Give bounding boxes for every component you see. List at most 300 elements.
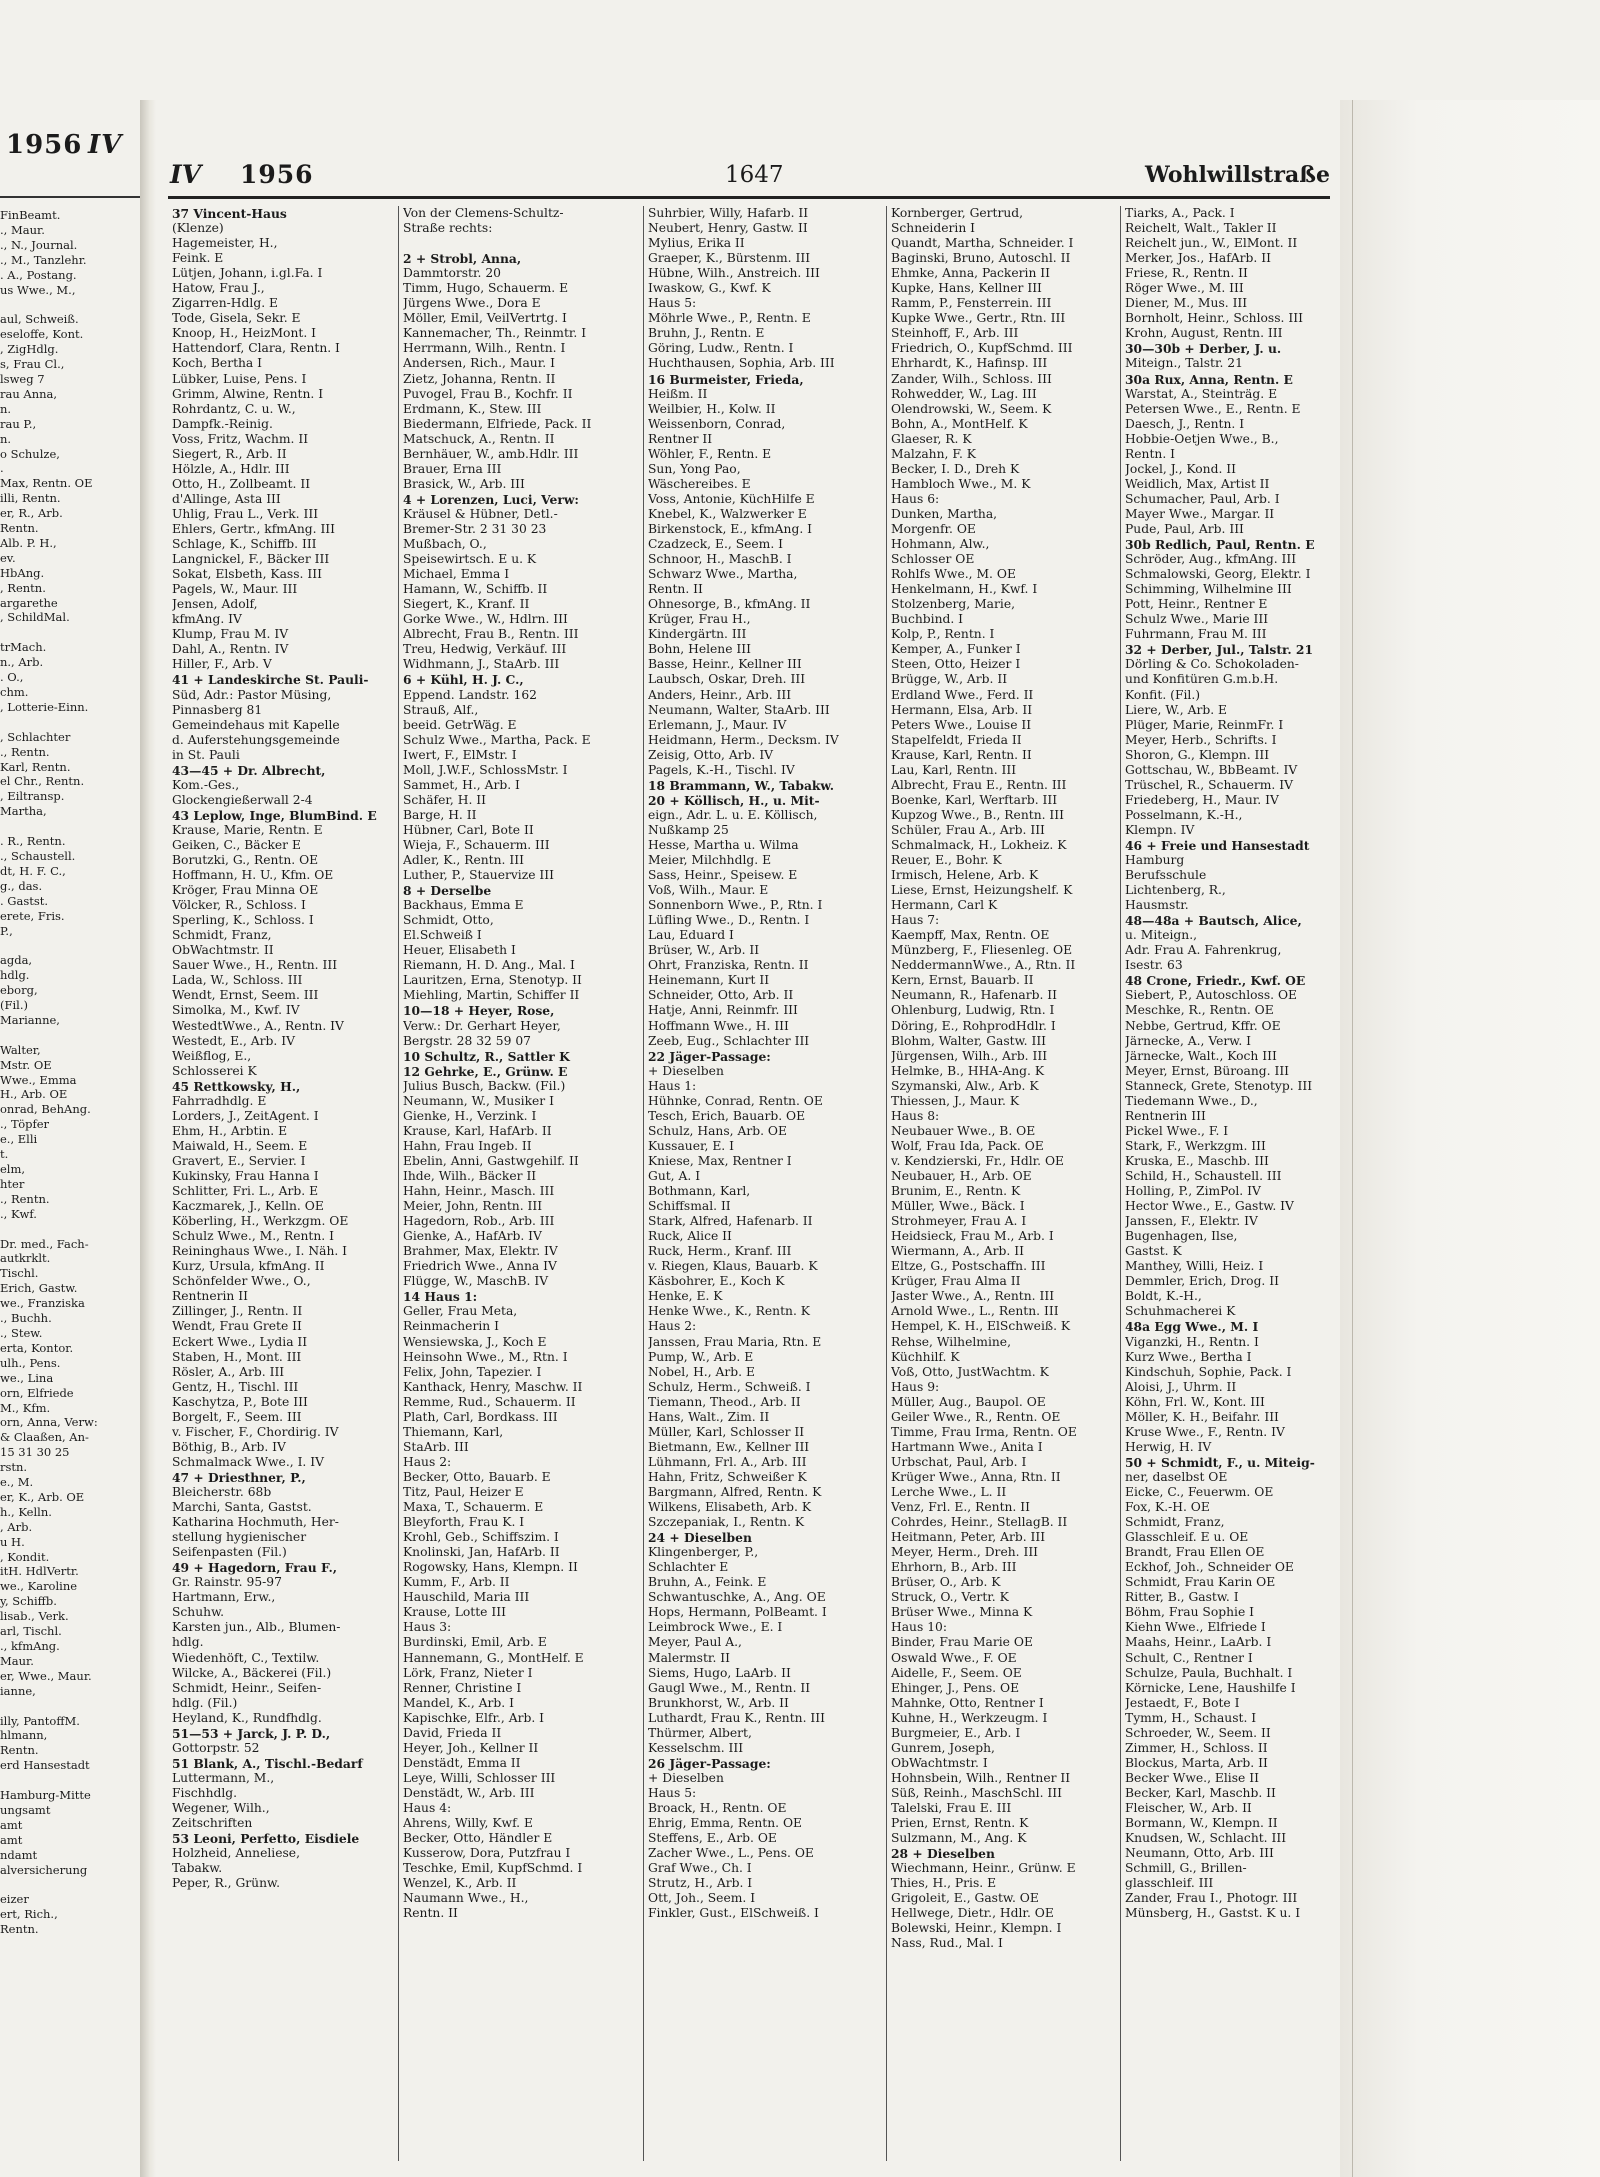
directory-entry: Göring, Ludw., Rentn. I: [648, 341, 794, 356]
directory-entry: Bergstr. 28 32 59 07: [403, 1033, 531, 1048]
directory-entry: Ott, Joh., Seem. I: [648, 1891, 756, 1906]
directory-entry: Gienke, A., HafArb. IV: [403, 1229, 542, 1244]
directory-entry: Haus 10:: [891, 1620, 947, 1635]
directory-entry: Wensiewska, J., Koch E: [403, 1334, 547, 1349]
directory-entry: Bleicherstr. 68b: [172, 1484, 272, 1499]
directory-entry: Haus 9:: [891, 1379, 940, 1394]
directory-entry: Fleischer, W., Arb. II: [1125, 1800, 1252, 1815]
previous-page-line: e., Elli: [0, 1132, 38, 1147]
directory-entry: Bruhn, J., Rentn. E: [648, 326, 765, 341]
directory-entry: Shoron, G., Klempn. III: [1125, 747, 1270, 762]
directory-entry: Strohmeyer, Frau A. I: [891, 1214, 1027, 1229]
directory-entry: Blockus, Marta, Arb. II: [1125, 1755, 1268, 1770]
directory-entry: Fahrradhdlg. E: [172, 1093, 267, 1108]
directory-entry: Liere, W., Arb. E: [1125, 702, 1227, 717]
directory-entry: Ritter, B., Gastw. I: [1125, 1590, 1239, 1605]
directory-entry: Czadzeck, E., Seem. I: [648, 537, 784, 552]
directory-entry: Steffens, E., Arb. OE: [648, 1831, 777, 1846]
directory-entry: Reinmacherin I: [403, 1319, 499, 1334]
directory-entry: Brunim, E., Rentn. K: [891, 1184, 1021, 1199]
directory-entry: Ehrhardt, K., Hafinsp. III: [891, 356, 1048, 371]
directory-entry: Hambloch Wwe., M. K: [891, 476, 1031, 491]
directory-entry: Iwert, F., ElMstr. I: [403, 747, 517, 762]
directory-entry: Lerche Wwe., L. II: [891, 1484, 1007, 1499]
previous-page-line: Rentn.: [0, 1743, 39, 1758]
directory-entry: Wieja, F., Schauerm. III: [403, 837, 550, 852]
directory-entry: Hamann, W., Schiffb. II: [403, 582, 548, 597]
directory-entry: Kolp, P., Rentn. I: [891, 627, 995, 642]
directory-entry: Schult, C., Rentner I: [1125, 1650, 1253, 1665]
directory-entry: Brunkhorst, W., Arb. II: [648, 1695, 789, 1710]
directory-entry: Hahn, Fritz, Schweißer K: [648, 1469, 807, 1484]
previous-page-line: we., Lina: [0, 1370, 54, 1385]
directory-entry: Cohrdes, Heinr., StellagB. II: [891, 1515, 1068, 1530]
directory-entry: ObWachtmstr. II: [172, 943, 274, 958]
directory-entry: Böhm, Frau Sophie I: [1125, 1605, 1255, 1620]
directory-entry: Pott, Heinr., Rentner E: [1125, 597, 1268, 612]
directory-entry: Gienke, H., Verzink. I: [403, 1108, 537, 1123]
directory-entry: Haus 8:: [891, 1108, 940, 1123]
directory-entry: Uhlig, Frau L., Verk. III: [172, 506, 319, 521]
directory-entry: Schmalmack, H., Lokheiz. K: [891, 837, 1067, 852]
previous-page-line: ndamt: [0, 1847, 38, 1862]
directory-entry: Kusserow, Dora, Putzfrau I: [403, 1846, 571, 1861]
directory-entry: Krüger Wwe., Anna, Rtn. II: [891, 1469, 1061, 1484]
directory-entry: Schäfer, H. II: [403, 792, 486, 807]
directory-entry: Becker, I. D., Dreh K: [891, 461, 1020, 476]
directory-entry: Heitmann, Peter, Arb. III: [891, 1530, 1046, 1545]
directory-entry: Kaschytza, P., Bote III: [172, 1394, 308, 1409]
directory-entry: Voß, Otto, JustWachtm. K: [891, 1364, 1049, 1379]
directory-entry: Lörk, Franz, Nieter I: [403, 1665, 533, 1680]
previous-page-line: erta, Kontor.: [0, 1340, 74, 1355]
previous-page-header: [0, 130, 150, 166]
directory-entry: Wenzel, K., Arb. II: [403, 1876, 517, 1891]
directory-entry: Bugenhagen, Ilse,: [1125, 1229, 1238, 1244]
directory-entry: Järnecke, Walt., Koch III: [1125, 1048, 1277, 1063]
directory-entry: v. Fischer, F., Chordirig. IV: [172, 1424, 339, 1439]
directory-entry: Eckhof, Joh., Schneider OE: [1125, 1560, 1294, 1575]
directory-entry: Karsten jun., Alb., Blumen-: [172, 1620, 341, 1635]
directory-entry: Helmke, B., HHA-Ang. K: [891, 1063, 1045, 1078]
directory-entry: Glockengießerwall 2-4: [172, 792, 313, 807]
directory-entry: Hahn, Heinr., Masch. III: [403, 1184, 555, 1199]
previous-page-line: n.: [0, 431, 12, 446]
directory-entry: Reininghaus Wwe., I. Näh. I: [172, 1244, 348, 1259]
directory-entry: Jaster Wwe., A., Rentn. III: [891, 1289, 1055, 1304]
directory-entry: Talelski, Frau E. III: [891, 1800, 1012, 1815]
previous-page-line: H., Arb. OE: [0, 1087, 68, 1102]
directory-entry: Eckert Wwe., Lydia II: [172, 1334, 308, 1349]
directory-entry: Haus 5:: [648, 1785, 697, 1800]
directory-entry: Gravert, E., Servier. I: [172, 1153, 306, 1168]
directory-entry: Völcker, R., Schloss. I: [172, 898, 306, 913]
directory-entry: Plath, Carl, Bordkass. III: [403, 1409, 558, 1424]
directory-entry: Schulz Wwe., Martha, Pack. E: [403, 732, 591, 747]
directory-entry: Thies, H., Pris. E: [891, 1876, 997, 1891]
directory-entry: Neubauer, H., Arb. OE: [891, 1169, 1032, 1183]
directory-entry: Verw.: Dr. Gerhart Heyer,: [403, 1018, 561, 1033]
directory-entry: Widhmann, J., StaArb. III: [403, 657, 560, 672]
directory-entry: 32 + Derber, Jul., Talstr. 21: [1125, 642, 1314, 658]
previous-page-line: [0, 625, 140, 640]
directory-entry: Münzberg, F., Fliesenleg. OE: [891, 943, 1073, 958]
directory-entry: Knoop, H., HeizMont. I: [172, 326, 316, 341]
directory-entry: Möller, K. H., Beifahr. III: [1125, 1409, 1279, 1424]
directory-entry: Birkenstock, E., kfmAng. I: [648, 521, 813, 536]
directory-column-4: [891, 206, 1117, 2161]
directory-entry: Siebert, P., Autoschloss. OE: [1125, 988, 1298, 1003]
previous-page-line: Mstr. OE: [0, 1057, 52, 1072]
previous-page-line: argarethe: [0, 595, 58, 610]
volume-label: IV: [170, 160, 202, 189]
previous-page-line: . A., Postang.: [0, 267, 77, 282]
directory-entry: 30—30b + Derber, J. u.: [1125, 341, 1282, 357]
directory-entry: Jockel, J., Kond. II: [1125, 461, 1236, 476]
directory-entry: Rogowsky, Hans, Klempn. II: [403, 1560, 578, 1575]
directory-entry: Kurz, Ursula, kfmAng. II: [172, 1259, 325, 1274]
directory-entry: d. Auferstehungsgemeinde: [172, 732, 340, 747]
directory-entry: Klempn. IV: [1125, 822, 1195, 837]
previous-page-line: Marianne,: [0, 1012, 60, 1027]
directory-entry: 8 + Derselbe: [403, 883, 492, 899]
directory-entry: 45 Rettkowsky, H.,: [172, 1078, 301, 1094]
directory-entry: Brandt, Frau Ellen OE: [1125, 1545, 1265, 1560]
directory-entry: Westedt, E., Arb. IV: [172, 1033, 295, 1048]
directory-entry: 37 Vincent-Haus: [172, 206, 287, 221]
directory-entry: Brüser Wwe., Minna K: [891, 1605, 1033, 1620]
directory-entry: Köberling, H., Werkzgm. OE: [172, 1214, 349, 1229]
directory-entry: Nobel, H., Arb. E: [648, 1364, 755, 1379]
directory-entry: 10 Schultz, R., Sattler K: [403, 1048, 570, 1064]
directory-entry: Kom.-Ges.,: [172, 777, 240, 792]
directory-entry: Sonnenborn Wwe., P., Rtn. I: [648, 898, 823, 913]
directory-entry: Zillinger, J., Rentn. II: [172, 1304, 303, 1319]
directory-entry: 16 Burmeister, Frieda,: [648, 371, 804, 387]
directory-entry: Krohn, August, Rentn. III: [1125, 326, 1283, 341]
directory-entry: Thürmer, Albert,: [648, 1725, 752, 1740]
previous-page-line: rau Anna,: [0, 386, 58, 401]
directory-entry: 4 + Lorenzen, Luci, Verw:: [403, 491, 579, 507]
directory-entry: Erdmann, K., Stew. III: [403, 401, 542, 416]
previous-page-line: . Gastst.: [0, 893, 49, 908]
directory-entry: [403, 236, 639, 251]
directory-entry: El.Schweiß I: [403, 928, 482, 943]
directory-entry: Schroeder, W., Seem. II: [1125, 1725, 1271, 1740]
directory-entry: Voss, Antonie, KüchHilfe E: [648, 491, 815, 506]
directory-entry: Janssen, F., Elektr. IV: [1125, 1214, 1258, 1229]
directory-entry: in St. Pauli: [172, 747, 240, 762]
directory-entry: Straße rechts:: [403, 221, 493, 236]
previous-page-line: .: [0, 461, 4, 476]
directory-entry: Krause, Marie, Rentn. E: [172, 822, 323, 837]
previous-page-line: [0, 819, 140, 834]
directory-entry: Wiechmann, Heinr., Grünw. E: [891, 1861, 1076, 1876]
directory-entry: Kussauer, E. I: [648, 1138, 734, 1153]
directory-entry: Zietz, Johanna, Rentn. II: [403, 371, 556, 386]
directory-entry: Lüfling Wwe., D., Rentn. I: [648, 913, 810, 928]
directory-entry: Aidelle, F., Seem. OE: [891, 1665, 1022, 1680]
directory-entry: kfmAng. IV: [172, 612, 242, 627]
directory-entry: Marchi, Santa, Gastst.: [172, 1500, 312, 1515]
directory-entry: Weidlich, Max, Artist II: [1125, 476, 1270, 491]
directory-entry: Schmidt, Heinr., Seifen-: [172, 1680, 322, 1695]
directory-entry: Dammtorstr. 20: [403, 266, 501, 281]
directory-entry: Krüger, Frau H.,: [648, 612, 751, 627]
directory-entry: Kupke, Hans, Kellner III: [891, 281, 1042, 296]
directory-entry: Steen, Otto, Heizer I: [891, 657, 1021, 672]
directory-entry: Ehrig, Emma, Rentn. OE: [648, 1816, 803, 1831]
directory-entry: Broack, H., Rentn. OE: [648, 1800, 787, 1815]
directory-entry: Bornholt, Heinr., Schloss. III: [1125, 311, 1303, 326]
directory-entry: Meyer, Ernst, Büroang. III: [1125, 1063, 1290, 1078]
previous-page-rule: [0, 196, 140, 198]
directory-entry: Hübner, Carl, Bote II: [403, 822, 534, 837]
directory-entry: Gottorpstr. 52: [172, 1740, 260, 1755]
directory-entry: Trüschel, R., Schauerm. IV: [1125, 777, 1293, 792]
directory-entry: Schlachter E: [648, 1560, 729, 1575]
directory-entry: Titz, Paul, Heizer E: [403, 1484, 524, 1499]
directory-entry: Pude, Paul, Arb. III: [1125, 521, 1244, 536]
previous-page-year: 1956: [6, 130, 83, 160]
directory-entry: Meschke, R., Rentn. OE: [1125, 1003, 1274, 1018]
directory-entry: Sulzmann, M., Ang. K: [891, 1831, 1027, 1846]
directory-entry: David, Frieda II: [403, 1725, 502, 1740]
directory-entry: Kukinsky, Frau Hanna I: [172, 1169, 319, 1183]
directory-entry: Glasschleif. E u. OE: [1125, 1530, 1249, 1545]
directory-entry: Stapelfeldt, Frieda II: [891, 732, 1022, 747]
previous-page-line: ulh., Pens.: [0, 1355, 61, 1370]
directory-entry: Gunrem, Joseph,: [891, 1740, 995, 1755]
previous-page-line: M., Kfm.: [0, 1400, 51, 1415]
directory-entry: 48—48a + Bautsch, Alice,: [1125, 913, 1302, 929]
directory-entry: Kaczmarek, J., Kelln. OE: [172, 1199, 324, 1214]
directory-entry: Neubauer Wwe., B. OE: [891, 1123, 1036, 1138]
directory-entry: Fox, K.-H. OE: [1125, 1500, 1210, 1515]
directory-entry: 24 + Dieselben: [648, 1530, 752, 1546]
directory-entry: Langnickel, F., Bäcker III: [172, 552, 330, 567]
directory-entry: Kröger, Frau Minna OE: [172, 883, 319, 898]
previous-page-line: eseloffe, Kont.: [0, 327, 84, 342]
directory-entry: Süd, Adr.: Pastor Müsing,: [172, 687, 332, 702]
directory-entry: Malzahn, F. K: [891, 446, 976, 461]
directory-entry: Bormann, W., Klempn. II: [1125, 1816, 1278, 1831]
column-divider: [1120, 206, 1121, 2161]
previous-page-line: illi, Rentn.: [0, 491, 61, 506]
directory-entry: Barge, H. II: [403, 807, 477, 822]
directory-entry: 51—53 + Jarck, J. P. D.,: [172, 1725, 331, 1741]
previous-page-line: Hamburg-Mitte: [0, 1788, 91, 1803]
directory-entry: Tiarks, A., Pack. I: [1125, 206, 1235, 220]
previous-page-line: u H.: [0, 1534, 25, 1549]
directory-entry: Stanneck, Grete, Stenotyp. III: [1125, 1078, 1313, 1093]
directory-entry: Herwig, H. IV: [1125, 1439, 1212, 1454]
directory-entry: Ramm, P., Fensterrein. III: [891, 296, 1052, 311]
directory-entry: Müller, Karl, Schlosser II: [648, 1424, 805, 1439]
directory-entry: Lichtenberg, R.,: [1125, 883, 1226, 898]
directory-entry: Ebelin, Anni, Gastwgehilf. II: [403, 1153, 579, 1168]
directory-entry: Rohwedder, W., Lag. III: [891, 386, 1037, 401]
previous-page-line: eizer: [0, 1892, 29, 1907]
directory-entry: 12 Gehrke, E., Grünw. E: [403, 1063, 568, 1079]
directory-entry: 50 + Schmidt, F., u. Miteig-: [1125, 1454, 1315, 1470]
directory-entry: hdlg. (Fil.): [172, 1695, 238, 1710]
year-label: 1956: [240, 160, 314, 189]
directory-entry: Münsberg, H., Gastst. K u. I: [1125, 1906, 1301, 1921]
directory-entry: 47 + Driesthner, P.,: [172, 1469, 306, 1485]
directory-entry: Baginski, Bruno, Autoschl. II: [891, 251, 1071, 266]
previous-page-line: [0, 715, 140, 730]
directory-entry: Krüger, Frau Alma II: [891, 1274, 1021, 1289]
previous-page-line: Max, Rentn. OE: [0, 476, 93, 491]
directory-entry: Brauer, Erna III: [403, 461, 502, 476]
previous-page-line: aul, Schweiß.: [0, 312, 79, 327]
previous-page-line: , Lotterie-Einn.: [0, 699, 89, 714]
directory-entry: Wilcke, A., Bäckerei (Fil.): [172, 1665, 332, 1680]
directory-entry: Suhrbier, Willy, Hafarb. II: [648, 206, 809, 220]
directory-entry: Bolewski, Heinr., Klempn. I: [891, 1921, 1062, 1936]
directory-entry: Kruska, E., Maschb. III: [1125, 1153, 1269, 1168]
directory-entry: Friedrich Wwe., Anna IV: [403, 1259, 557, 1274]
directory-entry: Graeper, K., Bürstenm. III: [648, 251, 811, 266]
directory-entry: Moll, J.W.F., SchlossMstr. I: [403, 762, 568, 777]
directory-entry: Schwantuschke, A., Ang. OE: [648, 1590, 826, 1605]
directory-entry: Denstädt, W., Arb. III: [403, 1785, 535, 1800]
directory-entry: 43—45 + Dr. Albrecht,: [172, 762, 326, 778]
previous-page-line: ., Kwf.: [0, 1206, 37, 1221]
directory-entry: Hagemeister, H.,: [172, 236, 278, 251]
directory-entry: 43 Leplow, Inge, BlumBind. E: [172, 807, 377, 823]
directory-entry: ObWachtmstr. I: [891, 1755, 988, 1770]
directory-entry: Sun, Yong Pao,: [648, 461, 741, 476]
directory-entry: Tymm, H., Schaust. I: [1125, 1710, 1257, 1725]
directory-entry: Pickel Wwe., F. I: [1125, 1123, 1229, 1138]
previous-page-line: dt, H. F. C.,: [0, 863, 66, 878]
directory-entry: Hempel, K. H., ElSchweiß. K: [891, 1319, 1071, 1334]
directory-entry: Speisewirtsch. E u. K: [403, 552, 537, 567]
directory-entry: Zigarren-Hdlg. E: [172, 296, 278, 311]
directory-entry: Rösler, A., Arb. III: [172, 1364, 285, 1379]
directory-entry: Dampfk.-Reinig.: [172, 416, 273, 431]
previous-page-line: erd Hansestadt: [0, 1758, 90, 1773]
previous-page-line: we., Franziska: [0, 1296, 85, 1311]
directory-entry: Schild, H., Schaustell. III: [1125, 1169, 1282, 1183]
directory-entry: + Dieselben: [648, 1063, 724, 1078]
previous-page-line: ert, Rich.,: [0, 1907, 58, 1922]
previous-page-line: HbAng.: [0, 565, 45, 580]
directory-entry: Schüler, Frau A., Arb. III: [891, 822, 1045, 837]
directory-entry: Gentz, H., Tischl. III: [172, 1379, 299, 1394]
directory-column-2: [403, 206, 639, 2161]
directory-entry: Hagedorn, Rob., Arb. III: [403, 1214, 555, 1229]
directory-entry: Fischhdlg.: [172, 1785, 238, 1800]
directory-entry: Teschke, Emil, KupfSchmd. I: [403, 1861, 583, 1876]
page-edge-line: [1352, 100, 1353, 2177]
directory-entry: Becker, Otto, Händler E: [403, 1831, 553, 1846]
previous-page-line: ., Maur.: [0, 222, 45, 237]
previous-page-line: itH. HdlVertr.: [0, 1564, 79, 1579]
directory-entry: Burgmeier, E., Arb. I: [891, 1725, 1021, 1740]
previous-page-line: [0, 1222, 140, 1237]
directory-entry: Holling, P., ZimPol. IV: [1125, 1184, 1261, 1199]
previous-page-line: ., Buchh.: [0, 1311, 52, 1326]
previous-page-line: ., Rentn.: [0, 1191, 50, 1206]
previous-page-line: n.: [0, 401, 12, 416]
directory-entry: Venz, Frl. E., Rentn. II: [891, 1500, 1030, 1515]
directory-entry: Meier, Milchhdlg. E: [648, 853, 772, 868]
directory-entry: Möhrle Wwe., P., Rentn. E: [648, 311, 811, 326]
directory-entry: Thiessen, J., Maur. K: [891, 1093, 1020, 1108]
directory-entry: Rehse, Wilhelmine,: [891, 1334, 1011, 1349]
directory-entry: Bohn, A., MontHelf. K: [891, 416, 1028, 431]
directory-entry: Steinhoff, F., Arb. III: [891, 326, 1019, 341]
directory-entry: Schröder, Aug., kfmAng. III: [1125, 552, 1297, 567]
directory-entry: Knolinski, Jan, HafArb. II: [403, 1545, 560, 1560]
directory-entry: Erdland Wwe., Ferd. II: [891, 687, 1034, 702]
directory-entry: Wolf, Frau Ida, Pack. OE: [891, 1138, 1044, 1153]
directory-entry: NeddermannWwe., A., Rtn. II: [891, 958, 1076, 973]
directory-entry: Iwaskow, G., Kwf. K: [648, 281, 771, 296]
directory-entry: Meyer, Paul A.,: [648, 1635, 742, 1650]
directory-entry: Siegert, K., Kranf. II: [403, 597, 530, 612]
directory-entry: Wiermann, A., Arb. II: [891, 1244, 1024, 1259]
directory-entry: Zeeb, Eug., Schlachter III: [648, 1033, 810, 1048]
directory-entry: Tode, Gisela, Sekr. E: [172, 311, 301, 326]
directory-entry: Graf Wwe., Ch. I: [648, 1861, 752, 1876]
directory-entry: Järnecke, A., Verw. I: [1125, 1033, 1252, 1048]
street-name: Wohlwillstraße: [1144, 162, 1330, 188]
directory-entry: Bleyforth, Frau K. I: [403, 1515, 525, 1530]
directory-entry: d'Allinge, Asta III: [172, 491, 281, 506]
directory-entry: Bernhäuer, W., amb.Hdlr. III: [403, 446, 579, 461]
directory-entry: Albrecht, Frau E., Rentn. III: [891, 777, 1067, 792]
directory-entry: Friedrich, O., KupfSchmd. III: [891, 341, 1073, 356]
previous-page-line: Wwe., Emma: [0, 1072, 77, 1087]
directory-entry: Nebbe, Gertrud, Kffr. OE: [1125, 1018, 1281, 1033]
directory-entry: Schmidt, Franz,: [1125, 1515, 1225, 1530]
directory-entry: Sauer Wwe., H., Rentn. III: [172, 958, 338, 973]
directory-entry: Meyer, Herm., Dreh. III: [891, 1545, 1039, 1560]
directory-entry: Schlage, K., Schiffb. III: [172, 537, 317, 552]
directory-entry: Wäschereibes. E: [648, 476, 751, 491]
directory-entry: Bremer-Str. 2 31 30 23: [403, 521, 547, 536]
previous-page-line: Tischl.: [0, 1266, 39, 1281]
directory-entry: Krause, Karl, Rentn. II: [891, 747, 1032, 762]
directory-entry: Puvogel, Frau B., Kochfr. II: [403, 386, 573, 401]
directory-entry: Warstat, A., Steinträg. E: [1125, 386, 1278, 401]
directory-entry: (Klenze): [172, 221, 224, 236]
previous-page-line: (Fil.): [0, 998, 28, 1013]
directory-entry: Zeitschriften: [172, 1816, 253, 1831]
directory-entry: Ruck, Alice II: [648, 1229, 732, 1244]
previous-page-line: h., Kelln.: [0, 1504, 52, 1519]
directory-entry: Schulz Wwe., M., Rentn. I: [172, 1229, 334, 1244]
directory-entry: Röger Wwe., M. III: [1125, 281, 1244, 296]
previous-page-line: [0, 297, 140, 312]
directory-entry: Arnold Wwe., L., Rentn. III: [891, 1304, 1059, 1319]
directory-entry: Pump, W., Arb. E: [648, 1349, 754, 1364]
column-divider: [398, 206, 399, 2161]
previous-page-line: n., Arb.: [0, 655, 44, 670]
directory-entry: Tiedemann Wwe., D.,: [1125, 1093, 1258, 1108]
previous-page-line: FinBeamt.: [0, 208, 61, 222]
directory-entry: Kornberger, Gertrud,: [891, 206, 1024, 220]
directory-entry: Berufsschule: [1125, 868, 1207, 883]
directory-entry: Petersen Wwe., E., Rentn. E: [1125, 401, 1301, 416]
directory-entry: Hausmstr.: [1125, 898, 1189, 913]
column-divider: [886, 206, 887, 2161]
directory-entry: Rentn. II: [648, 582, 703, 597]
